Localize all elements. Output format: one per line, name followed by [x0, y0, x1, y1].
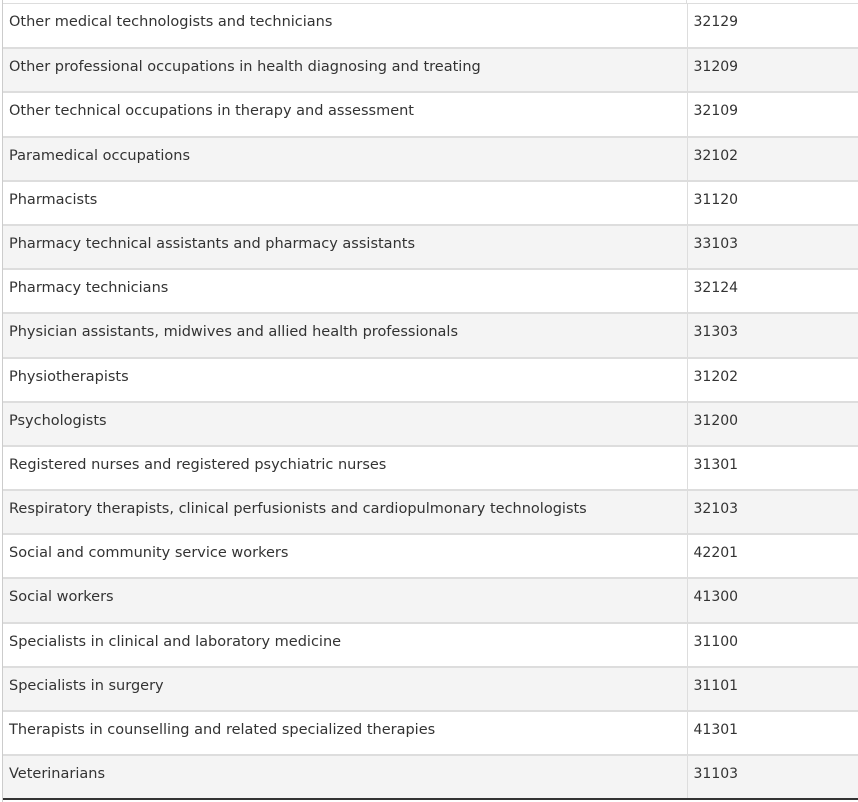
table-row — [3, 623, 858, 667]
table-row — [3, 4, 858, 48]
occupation-cell: Veterinarians — [3, 755, 687, 799]
table-row — [3, 446, 858, 490]
occupation-table — [3, 4, 858, 800]
noc-code-cell: 32109 — [687, 92, 858, 136]
noc-code-cell: 42201 — [687, 534, 858, 578]
noc-code-cell: 32102 — [687, 137, 858, 181]
occupation-cell: Physician assistants, midwives and allied health professionals — [3, 313, 687, 357]
noc-code-cell: 41300 — [687, 578, 858, 622]
table-row — [3, 402, 858, 446]
table-row — [3, 490, 858, 534]
column-separator — [686, 0, 687, 4]
table-row — [3, 578, 858, 622]
noc-code-cell: 31301 — [687, 446, 858, 490]
occupation-cell: Pharmacy technical assistants and pharmacy assistants — [3, 225, 687, 269]
noc-code-cell: 32124 — [687, 269, 858, 313]
noc-code-cell: 31209 — [687, 48, 858, 92]
table-row — [3, 181, 858, 225]
occupation-cell: Physiotherapists — [3, 358, 687, 402]
occupation-cell: Social and community service workers — [3, 534, 687, 578]
noc-code-cell: 31200 — [687, 402, 858, 446]
occupation-cell: Registered nurses and registered psychiatric nurses — [3, 446, 687, 490]
occupation-cell: Respiratory therapists, clinical perfusionists and cardiopulmonary technologists — [3, 490, 687, 534]
noc-code-cell: 31103 — [687, 755, 858, 799]
table-row — [3, 358, 858, 402]
occupation-cell: Other professional occupations in health diagnosing and treating — [3, 48, 687, 92]
occupation-table-container — [2, 0, 858, 802]
noc-code-cell: 41301 — [687, 711, 858, 755]
occupation-cell: Specialists in clinical and laboratory medicine — [3, 623, 687, 667]
noc-code-cell: 31100 — [687, 623, 858, 667]
table-row — [3, 711, 858, 755]
table-row — [3, 755, 858, 799]
noc-code-cell: 31202 — [687, 358, 858, 402]
occupation-cell: Other medical technologists and technicians — [3, 4, 687, 48]
table-row — [3, 137, 858, 181]
table-top-edge — [3, 0, 858, 4]
table-row — [3, 92, 858, 136]
table-row — [3, 269, 858, 313]
occupation-cell: Specialists in surgery — [3, 667, 687, 711]
noc-code-cell: 32103 — [687, 490, 858, 534]
table-row — [3, 534, 858, 578]
table-body — [3, 4, 858, 799]
table-row — [3, 225, 858, 269]
occupation-cell: Pharmacists — [3, 181, 687, 225]
table-row — [3, 667, 858, 711]
noc-code-cell: 31120 — [687, 181, 858, 225]
occupation-cell: Other technical occupations in therapy and assessment — [3, 92, 687, 136]
noc-code-cell: 33103 — [687, 225, 858, 269]
noc-code-cell: 32129 — [687, 4, 858, 48]
occupation-cell: Therapists in counselling and related specialized therapies — [3, 711, 687, 755]
occupation-cell: Social workers — [3, 578, 687, 622]
occupation-cell: Pharmacy technicians — [3, 269, 687, 313]
noc-code-cell: 31101 — [687, 667, 858, 711]
table-row — [3, 313, 858, 357]
occupation-cell: Paramedical occupations — [3, 137, 687, 181]
noc-code-cell: 31303 — [687, 313, 858, 357]
table-row — [3, 48, 858, 92]
occupation-cell: Psychologists — [3, 402, 687, 446]
